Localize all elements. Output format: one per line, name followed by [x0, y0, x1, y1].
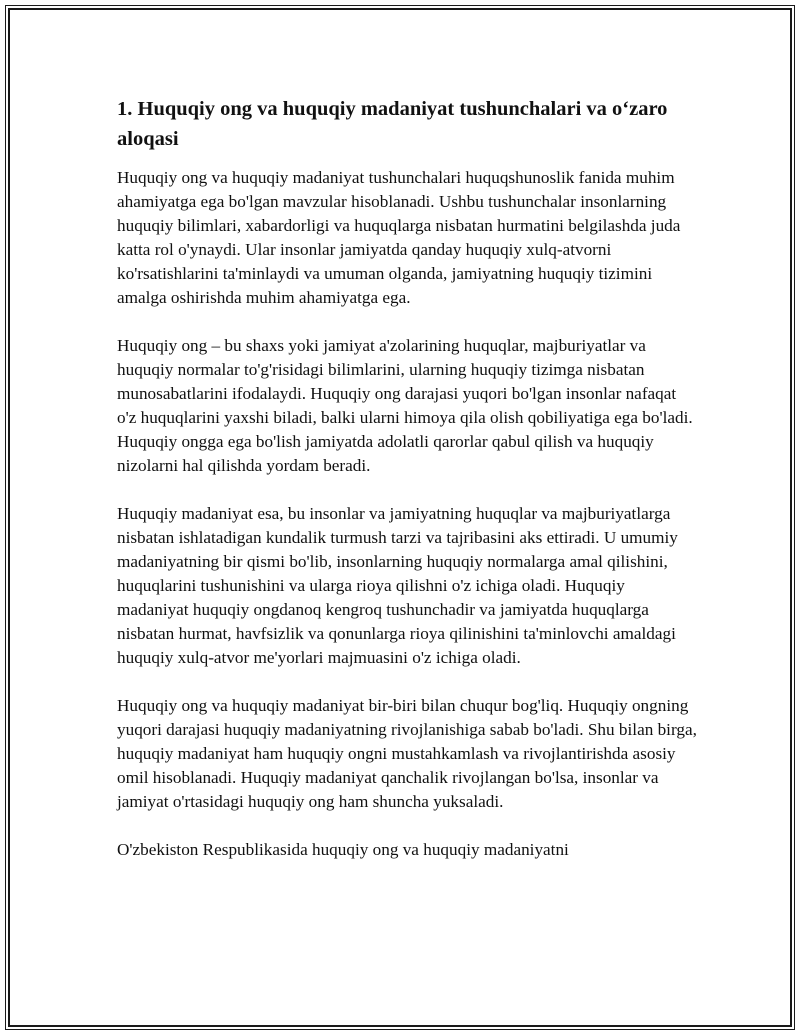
document-body — [117, 94, 697, 862]
paragraph-legal-culture: Huquqiy madaniyat esa, bu insonlar va jamiyatning huquqlar va majburiyatlarga nisbatan ishlatadigan kundalik turmush tarzi va tajribasini aks ettiradi. U umumiy madaniyatning bir qismi bo'lib, insonlarning huquqiy normalarga amal qilishini, huquqlarini tushunishini va ularga rioya qilishni o'z ichiga oladi. Huquqiy madaniyat huquqiy ongdanoq kengroq tushunchadir va jamiyatda huquqlarga nisbatan hurmat, havfsizlik va qonunlarga rioya qilinishini ta'minlovchi amaldagi huquqiy xulq-atvor me'yorlari majmuasini o'z ichiga oladi. — [117, 504, 678, 667]
paragraph-intro: Huquqiy ong va huquqiy madaniyat tushunchalari huquqshunoslik fanida muhim ahamiyatga ega bo'lgan mavzular hisoblanadi. Ushbu tushunchalar insonlarning huquqiy bilimlari, xabardorligi va huquqlarga nisbatan hurmatini belgilashda juda katta rol o'ynaydi. Ular insonlar jamiyatda qanday huquqiy xulq-atvorni ko'rsatishlarini ta'minlaydi va umuman olganda, jamiyatning huquqiy tizimini amalga oshirishda muhim ahamiyatga ega. — [117, 168, 681, 307]
paragraph-relationship: Huquqiy ong va huquqiy madaniyat bir-biri bilan chuqur bog'liq. Huquqiy ongning yuqori darajasi huquqiy madaniyatning rivojlanishiga sabab bo'ladi. Shu bilan birga, huquqiy madaniyat ham huquqiy ongni mustahkamlash va rivojlantirishda asosiy omil hisoblanadi. Huquqiy madaniyat qanchalik rivojlangan bo'lsa, insonlar va jamiyat o'rtasidagi huquqiy ong ham shuncha yuksaladi. — [117, 696, 697, 811]
paragraph-legal-consciousness: Huquqiy ong – bu shaxs yoki jamiyat a'zolarining huquqlar, majburiyatlar va huquqiy normalar to'g'risidagi bilimlarini, ularning huquqiy tizimga nisbatan munosabatlarini ifodalaydi. Huquqiy ong darajasi yuqori bo'lgan insonlar nafaqat o'z huquqlarini yaxshi biladi, balki ularni himoya qila olish qobiliyatiga ega bo'ladi. Huquqiy ongga ega bo'lish jamiyatda adolatli qarorlar qabul qilish va huquqiy nizolarni hal qilishda yordam beradi. — [117, 336, 693, 475]
paragraph-uzbekistan: O'zbekiston Respublikasida huquqiy ong va huquqiy madaniyatni — [117, 840, 569, 859]
section-heading: 1. Huquqiy ong va huquqiy madaniyat tushunchalari va o‘zaro aloqasi — [117, 98, 668, 150]
